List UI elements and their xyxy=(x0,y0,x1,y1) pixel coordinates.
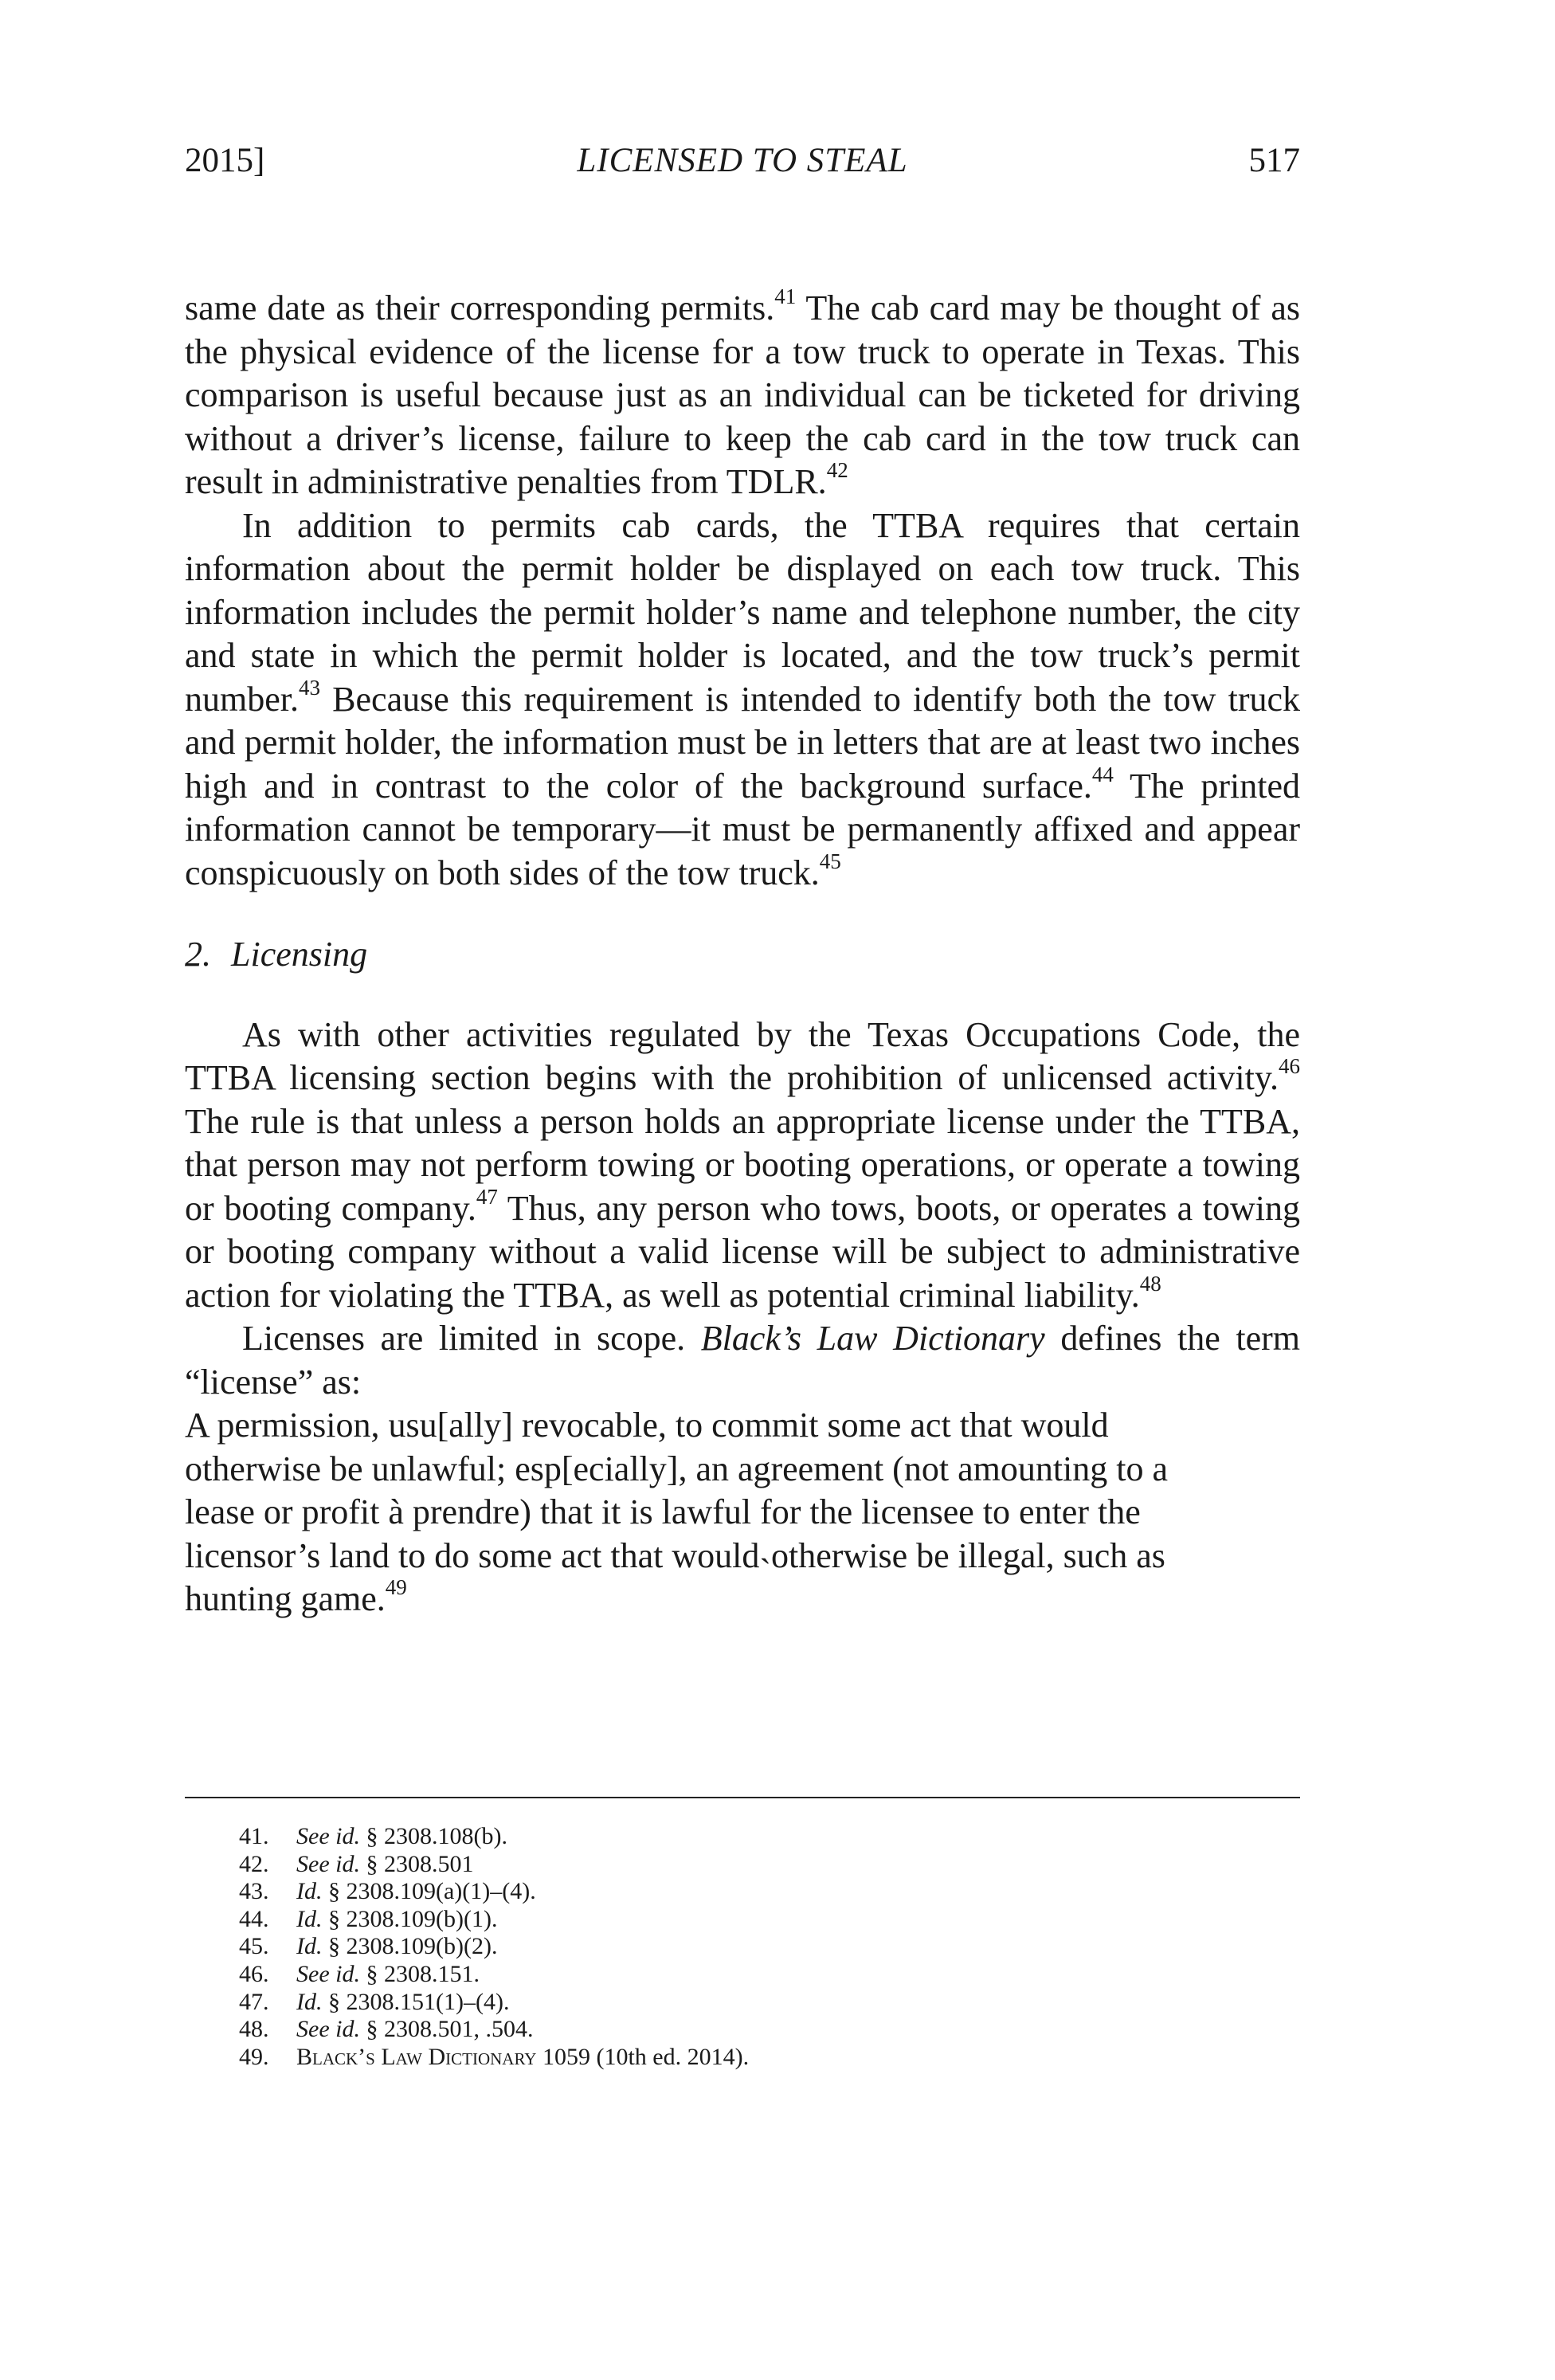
footnote-divider xyxy=(185,1797,1300,1798)
citation: § 2308.108(b). xyxy=(359,1823,507,1849)
footnote-ref-43[interactable]: 43 xyxy=(298,675,320,700)
citation-signal: Id. xyxy=(296,1933,323,1960)
footnote-number: 49. xyxy=(239,2043,269,2070)
text-span: The rule is that unless a person holds an appropriate license under the TTBA, that person may not perform towing or booting operations, or operate a towing or booting company. xyxy=(185,1101,1300,1228)
citation-signal: Id. xyxy=(296,1878,323,1905)
footnote-ref-48[interactable]: 48 xyxy=(1139,1271,1161,1296)
footnote-ref-41[interactable]: 41 xyxy=(774,284,797,308)
block-quote xyxy=(185,1404,1197,1621)
citation: § 2308.501, .504. xyxy=(359,2016,534,2043)
footnote-text xyxy=(296,1878,536,1906)
footnote-text xyxy=(296,1933,497,1961)
text-span: Because this requirement is intended to identify both the tow truck and permit holder, the information must be in letters that are at least two inches high and in contrast to the color of the background surface. xyxy=(185,679,1300,806)
footnote-text xyxy=(296,1961,480,1989)
footnote-45 xyxy=(0,1933,1555,1961)
footnote-ref-42[interactable]: 42 xyxy=(826,457,848,482)
footnote-46 xyxy=(0,1961,1555,1989)
footnote-number: 42. xyxy=(239,1850,269,1877)
page-header xyxy=(185,137,1300,193)
footnote-number: 43. xyxy=(239,1878,269,1905)
page-number: 517 xyxy=(1248,142,1300,179)
subheading-title: Licensing xyxy=(231,935,368,974)
text-span: same date as their corresponding permits. xyxy=(185,288,775,327)
footnote-text xyxy=(296,1989,509,2017)
footnote-ref-47[interactable]: 47 xyxy=(476,1184,498,1209)
footnote-number: 48. xyxy=(239,2016,269,2043)
citation-source: Black’s Law Dictionary xyxy=(296,2043,537,2070)
footnote-ref-49[interactable]: 49 xyxy=(385,1574,407,1599)
paragraph-4 xyxy=(185,1317,1300,1404)
footnotes xyxy=(0,1823,1555,2071)
footnote-47 xyxy=(0,1989,1555,2017)
running-title: LICENSED TO STEAL xyxy=(577,142,908,179)
footnote-49 xyxy=(0,2044,1555,2072)
footnote-42 xyxy=(0,1851,1555,1879)
footnote-ref-44[interactable]: 44 xyxy=(1091,762,1114,786)
text-span: defines the term “license” as: xyxy=(185,1319,1300,1402)
main-text xyxy=(185,284,1301,1621)
citation-signal: See id. xyxy=(296,1960,360,1987)
text-span: Thus, any person who tows, boots, or operates a towing or booting company without a valid license will be subject to administrative action for violating the TTBA, as well as potential criminal liability. xyxy=(185,1188,1301,1315)
footnote-text xyxy=(296,2044,749,2072)
footnote-ref-46[interactable]: 46 xyxy=(1279,1053,1300,1078)
citation-signal: Id. xyxy=(296,1905,323,1932)
citation-signal: See id. xyxy=(296,1823,360,1849)
paragraph-3 xyxy=(185,1014,1300,1318)
citation-signal: See id. xyxy=(296,1850,360,1877)
citation: § 2308.109(a)(1)–(4). xyxy=(322,1878,536,1905)
footnote-43 xyxy=(0,1878,1555,1906)
footnote-text xyxy=(296,2016,533,2044)
footnote-number: 46. xyxy=(239,1960,269,1987)
citation: § 2308.109(b)(1). xyxy=(322,1905,498,1932)
footnote-number: 41. xyxy=(239,1823,269,1849)
footnote-ref-45[interactable]: 45 xyxy=(819,849,841,873)
text-span: The printed information cannot be temporary—it must be permanently affixed and appear conspicuously on both sides of the tow truck. xyxy=(185,766,1300,892)
citation: § 2308.151. xyxy=(359,1960,480,1987)
paragraph-2 xyxy=(185,504,1300,896)
citation: § 2308.151(1)–(4). xyxy=(322,1988,510,2015)
footnote-48 xyxy=(0,2016,1555,2044)
footnote-number: 47. xyxy=(239,1988,269,2015)
citation: 1059 (10th ed. 2014). xyxy=(536,2043,750,2070)
footnote-number: 45. xyxy=(239,1933,269,1960)
footnote-text xyxy=(296,1823,507,1851)
text-span: In addition to permits cab cards, the TTBA requires that certain information about the permit holder be displayed on each tow truck. This information includes the permit holder’s name and telephone number, the city and state in which the permit holder is located, and the tow truck’s permit number. xyxy=(185,505,1300,719)
italic-title: Black’s Law Dictionary xyxy=(700,1319,1045,1358)
footnote-number: 44. xyxy=(239,1905,269,1932)
volume-year: 2015] xyxy=(185,142,265,179)
subheading-number: 2. xyxy=(185,935,211,974)
citation: § 2308.501 xyxy=(359,1850,474,1877)
footnote-text xyxy=(296,1851,473,1879)
section-subheading xyxy=(185,933,1300,977)
text-span: As with other activities regulated by the Texas Occupations Code, the TTBA licensing section begins with the prohibition of unlicensed activity. xyxy=(185,1014,1300,1097)
footnote-text xyxy=(296,1906,497,1934)
text-span: Licenses are limited in scope. xyxy=(242,1319,701,1358)
text-span: The cab card may be thought of as the physical evidence of the license for a tow truck to operate in Texas. This comparison is useful because just as an individual can be ticketed for driving without a driver’s license, failure to keep the cab card in the tow truck can result in administrative penalties from TDLR. xyxy=(185,288,1300,501)
footnote-41 xyxy=(0,1823,1555,1851)
citation: § 2308.109(b)(2). xyxy=(322,1933,498,1960)
citation-signal: See id. xyxy=(296,2016,360,2043)
quote-text: A permission, usu[ally] revocable, to commit some act that would otherwise be unlawful; esp[ecially], an agreement (not amounting to a lease or profit à prendre) that it is lawful for the licensee to enter the licensor’s land to do some act that would˴otherwise be illegal, such as hunting game. xyxy=(185,1406,1169,1618)
citation-signal: Id. xyxy=(296,1988,323,2015)
paragraph-1 xyxy=(185,284,1300,504)
footnote-44 xyxy=(0,1906,1555,1934)
